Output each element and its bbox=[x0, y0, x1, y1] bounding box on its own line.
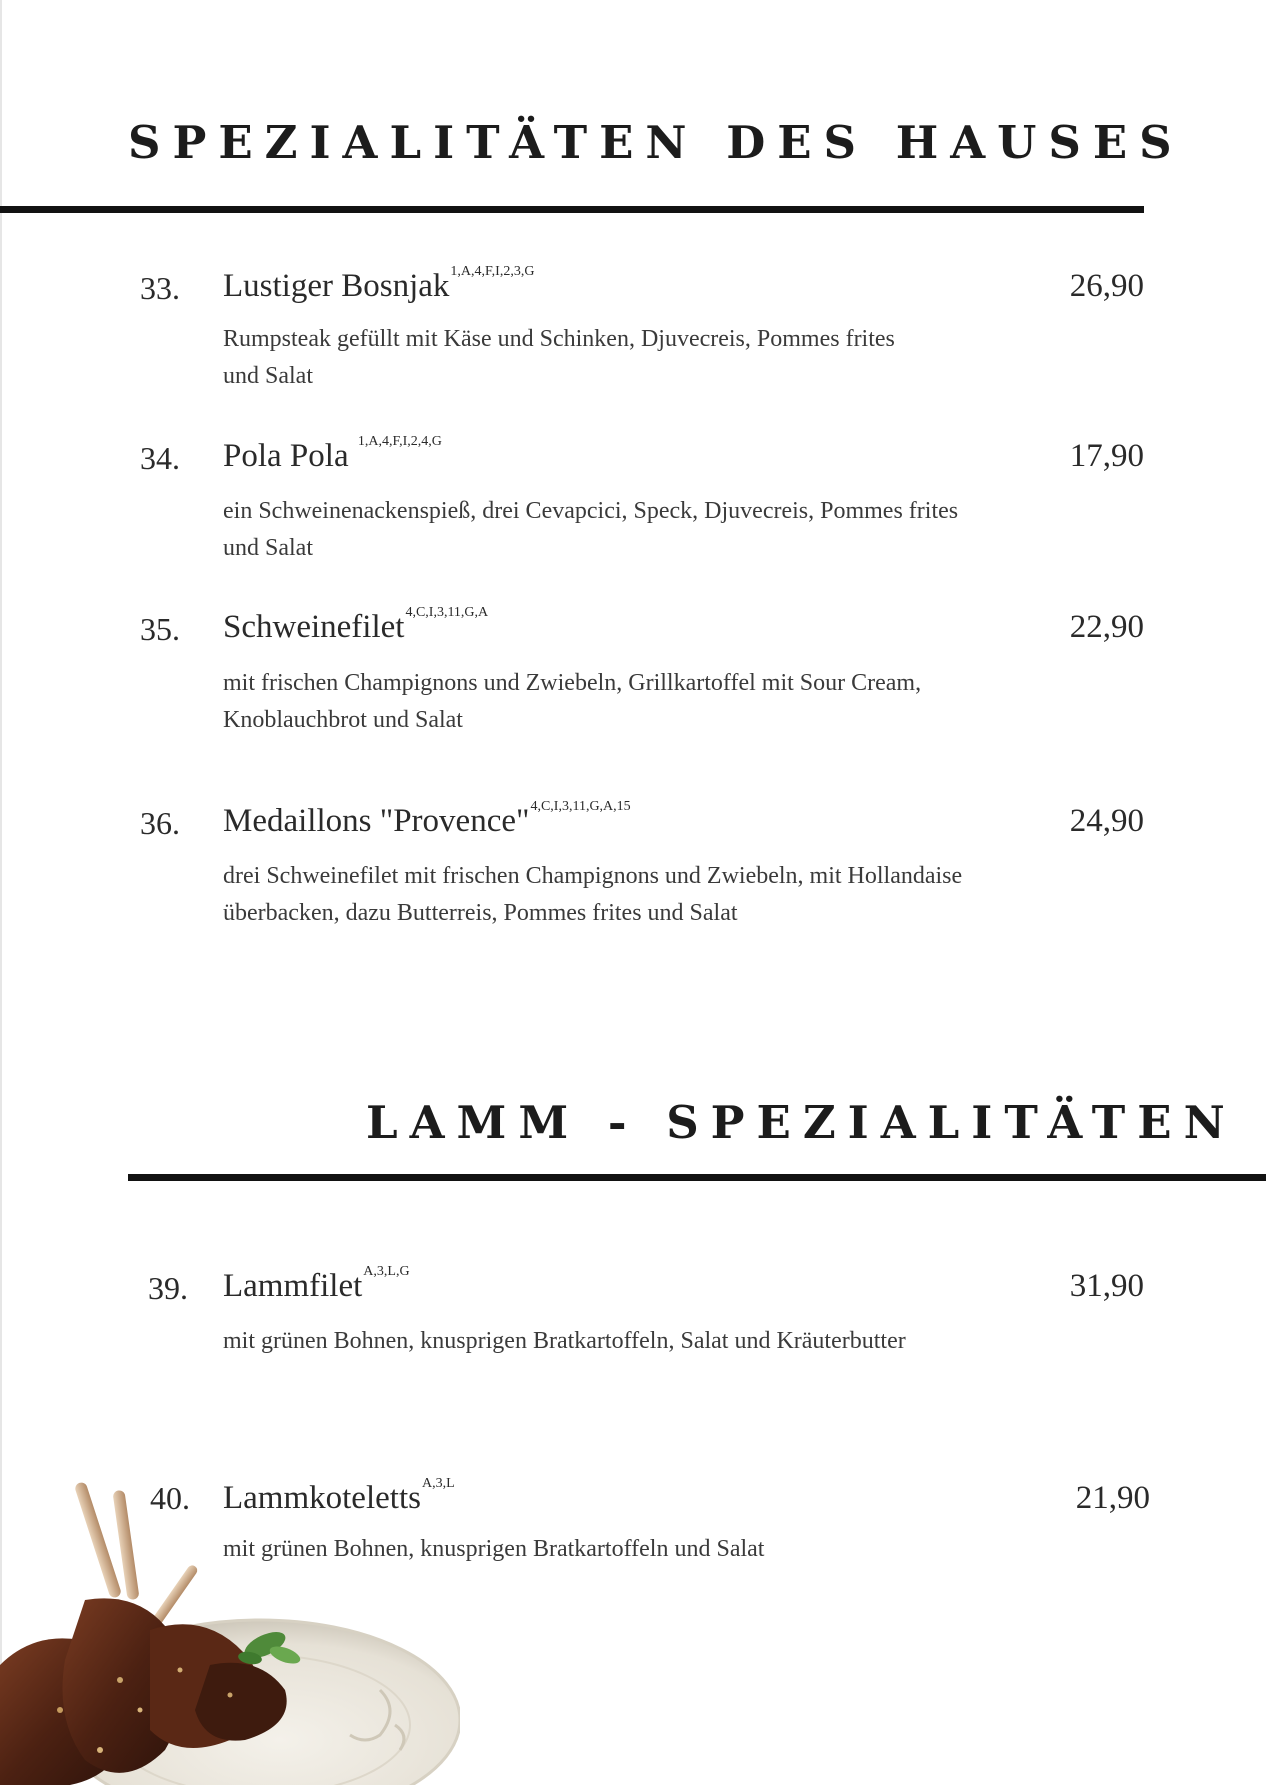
allergen-codes: 1,A,4,F,I,2,3,G bbox=[450, 264, 535, 279]
section-divider bbox=[128, 1174, 1266, 1181]
item-number: 36. bbox=[140, 805, 180, 841]
item-description-line: Knoblauchbrot und Salat bbox=[223, 707, 463, 733]
menu-item-39 bbox=[0, 1264, 1266, 1398]
item-number: 39. bbox=[148, 1270, 188, 1306]
item-description-line: ein Schweinenackenspieß, drei Cevapcici, Speck, Djuvecreis, Pommes frites bbox=[223, 498, 959, 524]
item-name bbox=[223, 1264, 410, 1305]
item-name-text: Schweinefilet bbox=[223, 609, 405, 645]
allergen-codes: 4,C,I,3,11,G,A bbox=[405, 605, 489, 620]
item-description-line: und Salat bbox=[223, 535, 313, 561]
item-description-line: mit grünen Bohnen, knusprigen Bratkartoffeln und Salat bbox=[223, 1536, 765, 1562]
item-description bbox=[223, 493, 1043, 567]
item-description bbox=[223, 1323, 1043, 1360]
item-description bbox=[223, 665, 1043, 739]
item-number: 40. bbox=[150, 1480, 190, 1516]
item-name-text: Lammkoteletts bbox=[223, 1480, 421, 1516]
section-title-house-specialties: SPEZIALITÄTEN DES HAUSES bbox=[128, 116, 1184, 169]
item-description bbox=[223, 858, 1043, 932]
item-price: 31,90 bbox=[1069, 1268, 1144, 1304]
item-price: 21,90 bbox=[1075, 1480, 1150, 1516]
section-title-lamb-specialties: LAMM - SPEZIALITÄTEN bbox=[366, 1096, 1237, 1149]
item-name bbox=[223, 799, 631, 840]
section-divider bbox=[0, 206, 1144, 213]
allergen-codes: A,3,L bbox=[421, 1476, 455, 1491]
item-description-line: Rumpsteak gefüllt mit Käse und Schinken, Djuvecreis, Pommes frites bbox=[223, 326, 895, 352]
menu-item-35 bbox=[0, 605, 1266, 739]
item-number: 34. bbox=[140, 440, 180, 476]
item-description bbox=[223, 1531, 1043, 1568]
menu-item-33 bbox=[0, 264, 1266, 398]
menu-item-40 bbox=[0, 1476, 1266, 1610]
item-number: 33. bbox=[140, 270, 180, 306]
item-price: 24,90 bbox=[1069, 803, 1144, 839]
item-description-line: mit grünen Bohnen, knusprigen Bratkartoffeln, Salat und Kräuterbutter bbox=[223, 1328, 906, 1354]
item-name bbox=[223, 434, 442, 475]
item-name-text: Medaillons "Provence" bbox=[223, 803, 530, 839]
item-description-line: und Salat bbox=[223, 363, 313, 389]
item-name-text: Lammfilet bbox=[223, 1268, 363, 1304]
item-number: 35. bbox=[140, 611, 180, 647]
item-description bbox=[223, 321, 1043, 395]
menu-item-34 bbox=[0, 434, 1266, 568]
item-description-line: drei Schweinefilet mit frischen Champignons und Zwiebeln, mit Hollandaise bbox=[223, 863, 963, 889]
item-name bbox=[223, 605, 489, 646]
item-name bbox=[223, 264, 535, 305]
item-price: 17,90 bbox=[1069, 438, 1144, 474]
item-description-line: mit frischen Champignons und Zwiebeln, Grillkartoffel mit Sour Cream, bbox=[223, 670, 922, 696]
menu-item-36 bbox=[0, 799, 1266, 933]
allergen-codes: 1,A,4,F,I,2,4,G bbox=[357, 434, 442, 449]
item-price: 22,90 bbox=[1069, 609, 1144, 645]
item-name-text: Pola Pola bbox=[223, 438, 357, 474]
allergen-codes: 4,C,I,3,11,G,A,15 bbox=[530, 799, 631, 814]
item-name-text: Lustiger Bosnjak bbox=[223, 268, 450, 304]
item-name bbox=[223, 1476, 455, 1517]
item-price: 26,90 bbox=[1069, 268, 1144, 304]
item-description-line: überbacken, dazu Butterreis, Pommes frites und Salat bbox=[223, 900, 738, 926]
allergen-codes: A,3,L,G bbox=[363, 1264, 410, 1279]
